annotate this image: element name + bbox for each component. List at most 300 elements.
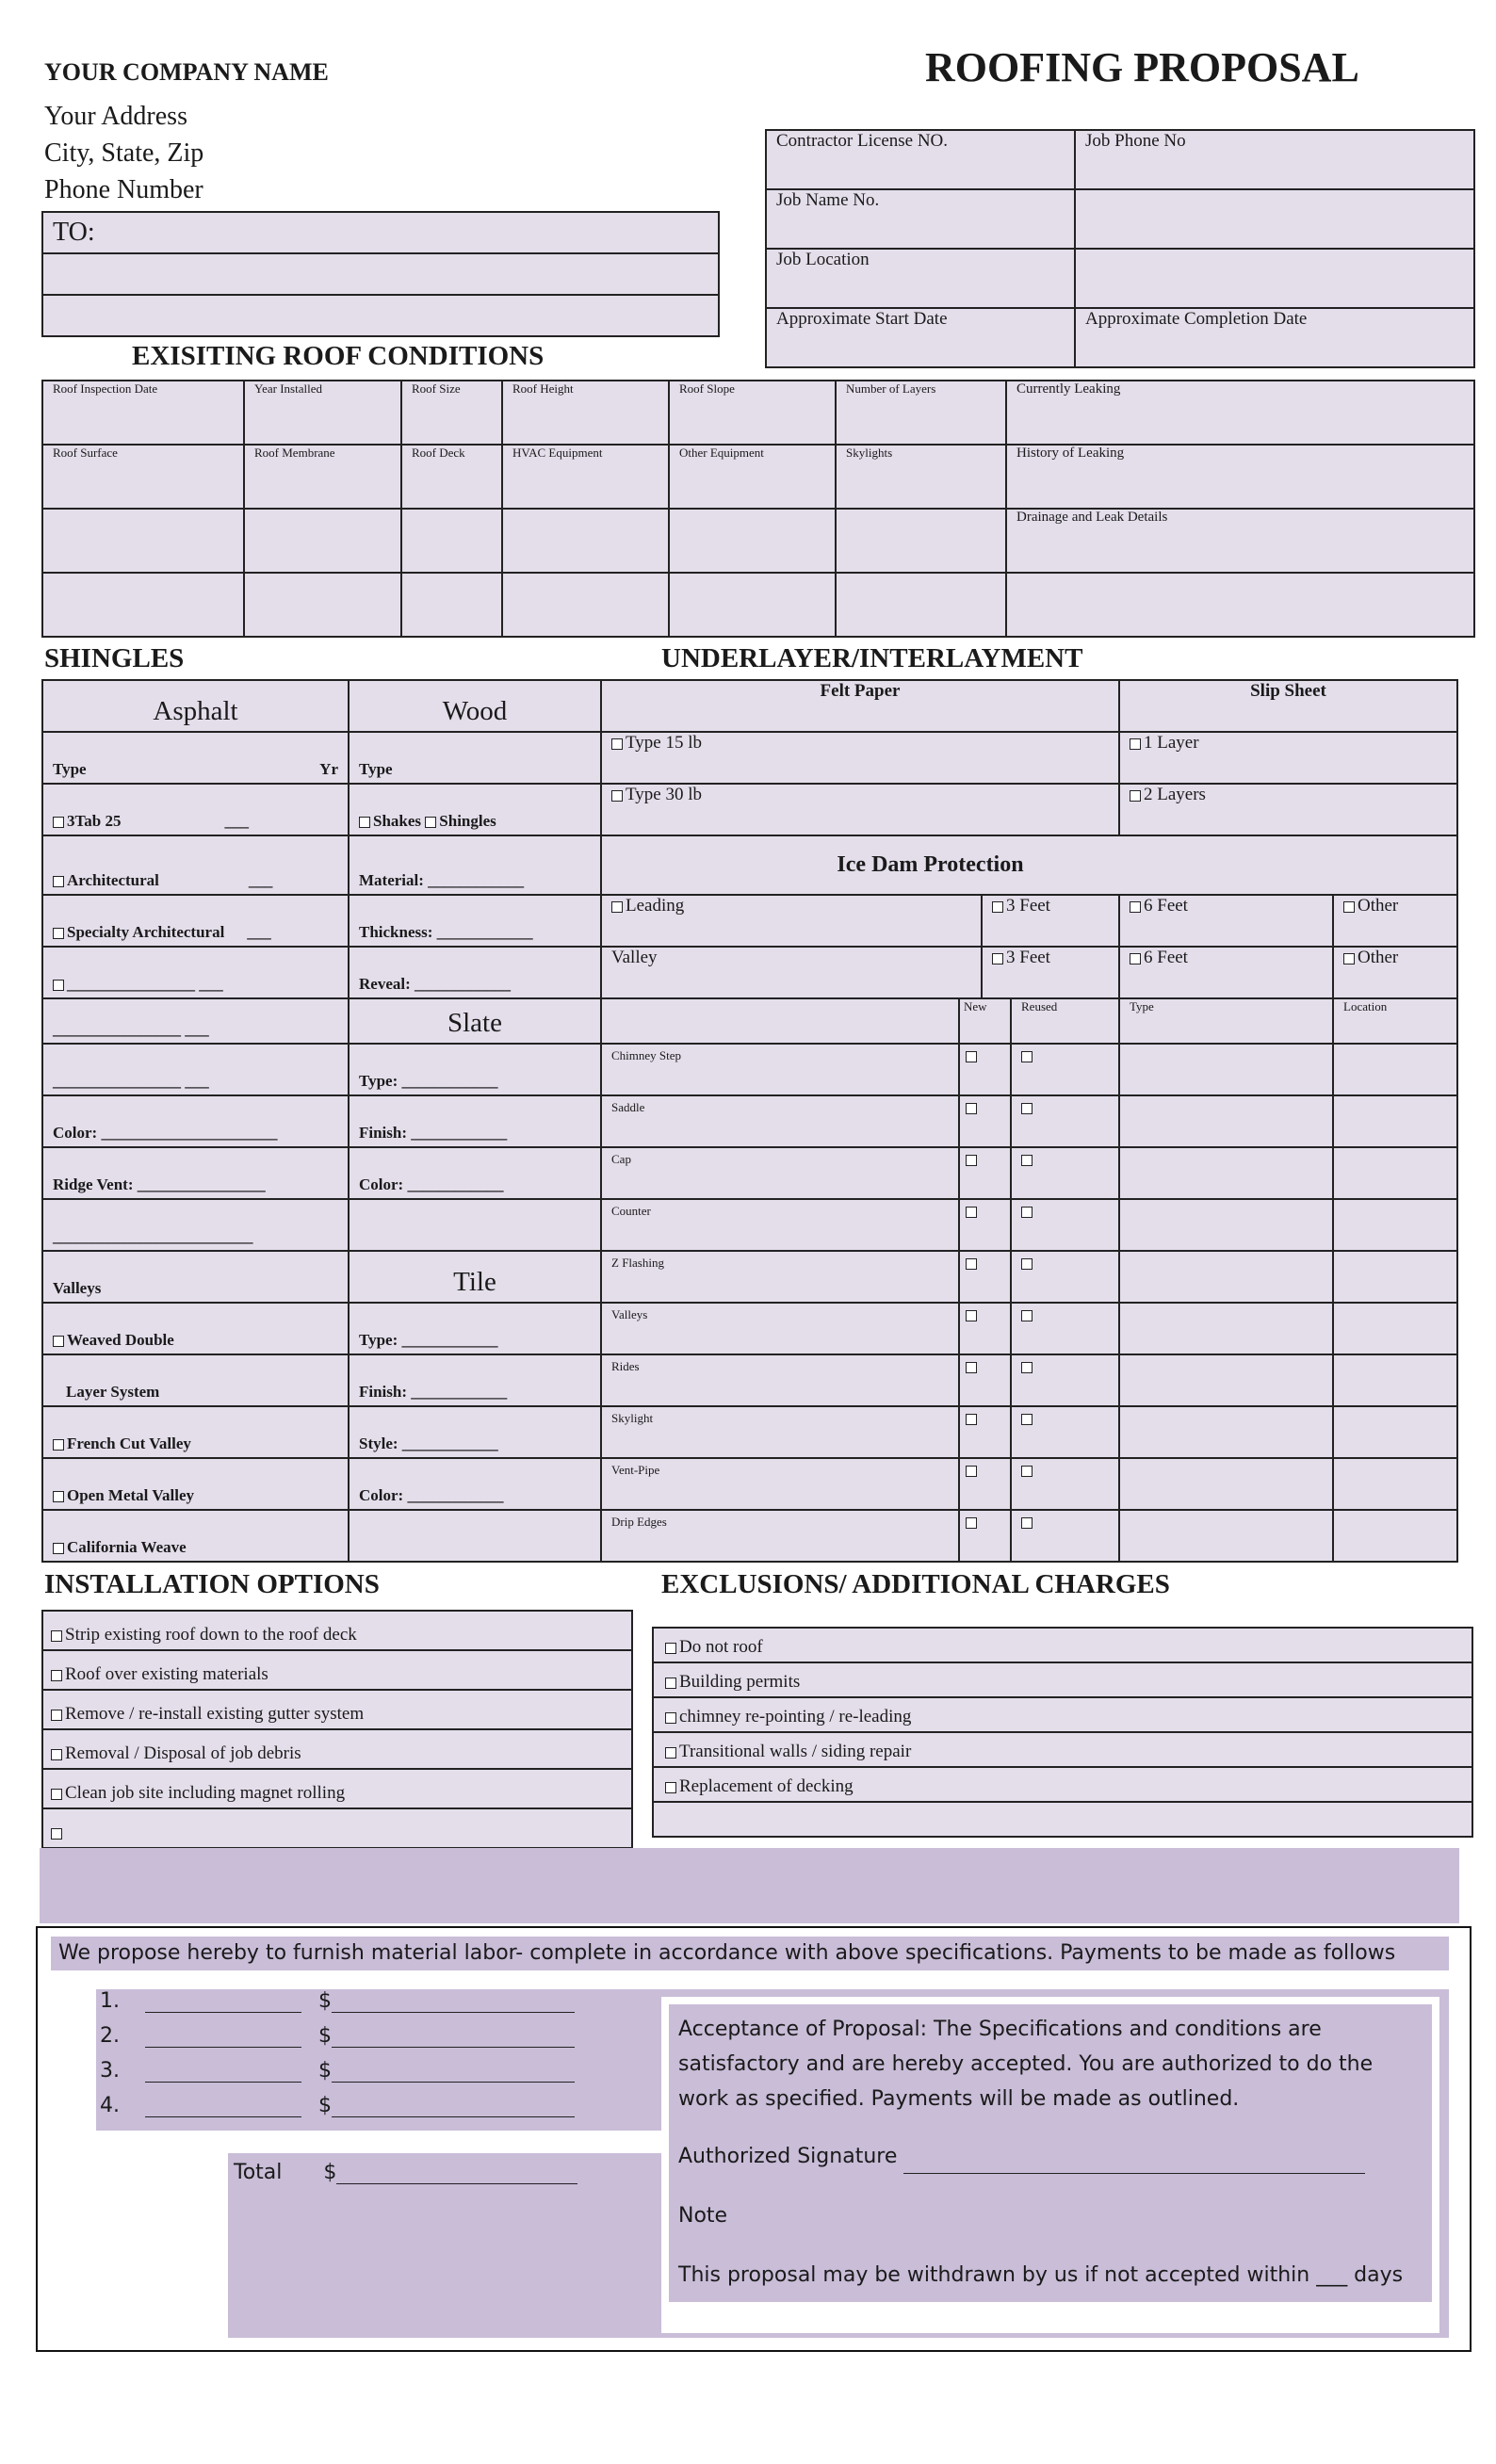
exclusion-row — [653, 1767, 1472, 1802]
reused-checkbox[interactable] — [1011, 1458, 1119, 1510]
checkbox-icon[interactable] — [1130, 790, 1141, 802]
exclusion-option[interactable] — [653, 1732, 1472, 1767]
new-checkbox[interactable] — [959, 1147, 1011, 1199]
checkbox-icon[interactable] — [966, 1155, 977, 1166]
french-cut-label: French Cut Valley — [67, 1435, 191, 1452]
flashing-type-cell[interactable] — [1119, 1044, 1333, 1095]
underlayment-title: UNDERLAYER/INTERLAYMENT — [661, 643, 1083, 673]
installation-row — [42, 1611, 632, 1650]
checkbox-icon[interactable] — [1021, 1258, 1033, 1270]
flashing-item: Rides — [601, 1354, 959, 1406]
reused-checkbox[interactable] — [1011, 1510, 1119, 1562]
flashing-row — [601, 1303, 1457, 1354]
new-checkbox[interactable] — [959, 1354, 1011, 1406]
checkbox-icon[interactable] — [53, 980, 64, 991]
flashing-row — [601, 1458, 1457, 1510]
tile-heading: Tile — [349, 1251, 601, 1303]
checkbox-icon[interactable] — [611, 901, 623, 913]
flashing-location-cell[interactable] — [1333, 1251, 1457, 1303]
custom-line: ________________ ___ — [67, 975, 223, 993]
total-label: Total — [234, 2161, 283, 2184]
new-checkbox[interactable] — [959, 1406, 1011, 1458]
roof-cell[interactable] — [42, 573, 244, 637]
checkbox-icon[interactable] — [966, 1362, 977, 1373]
flashing-item: Vent-Pipe — [601, 1458, 959, 1510]
checkbox-icon[interactable] — [1021, 1414, 1033, 1425]
job-location-value[interactable] — [1075, 249, 1474, 308]
checkbox-icon[interactable] — [1343, 953, 1355, 965]
checkbox-icon[interactable] — [1021, 1103, 1033, 1114]
flashing-item: Saddle — [601, 1095, 959, 1147]
wood-shakes-shingles[interactable] — [349, 784, 601, 835]
flashing-type-cell[interactable] — [1119, 1199, 1333, 1251]
checkbox-icon[interactable] — [1021, 1207, 1033, 1218]
california-weave-label: California Weave — [67, 1538, 187, 1556]
installation-label: Remove / re-install existing gutter system — [65, 1704, 365, 1724]
shingles-table — [41, 679, 602, 1563]
open-metal-label: Open Metal Valley — [67, 1486, 195, 1504]
three-feet-label: 3 Feet — [1006, 948, 1050, 967]
wood-thickness[interactable]: Thickness: ____________ — [349, 895, 601, 947]
page-title: ROOFING PROPOSAL — [925, 44, 1359, 90]
flashing-type-cell[interactable] — [1119, 1354, 1333, 1406]
checkbox-icon[interactable] — [51, 1749, 62, 1760]
roof-height[interactable]: Roof Height — [502, 381, 669, 445]
flashing-type-cell[interactable] — [1119, 1251, 1333, 1303]
installation-label: Clean job site including magnet rolling — [65, 1783, 346, 1803]
checkbox-icon[interactable] — [966, 1051, 977, 1062]
exclusion-option[interactable] — [653, 1662, 1472, 1697]
year-installed[interactable]: Year Installed — [244, 381, 401, 445]
checkbox-icon[interactable] — [1343, 901, 1355, 913]
tile-blank[interactable] — [349, 1510, 601, 1562]
roof-cell[interactable] — [502, 509, 669, 573]
checkbox-icon[interactable] — [665, 1747, 676, 1759]
shingles-label: Shingles — [439, 812, 496, 830]
new-checkbox[interactable] — [959, 1303, 1011, 1354]
total-row — [234, 2161, 577, 2184]
new-header: New — [959, 998, 1011, 1044]
checkbox-icon[interactable] — [51, 1789, 62, 1800]
other-equipment[interactable]: Other Equipment — [669, 445, 836, 509]
flashing-location-cell[interactable] — [1333, 1095, 1457, 1147]
six-feet-label: 6 Feet — [1144, 948, 1188, 967]
payment-row — [96, 2094, 661, 2129]
flashing-type-cell[interactable] — [1119, 1458, 1333, 1510]
installation-row — [42, 1650, 632, 1690]
license-field[interactable]: Contractor License NO. — [766, 130, 1075, 189]
payment-number: 4. — [100, 2094, 120, 2117]
withdraw-text: This proposal may be withdrawn by us if not accepted within ___ days — [678, 2263, 1404, 2287]
reused-checkbox[interactable] — [1011, 1251, 1119, 1303]
skylights[interactable]: Skylights — [836, 445, 1006, 509]
checkbox-icon[interactable] — [51, 1630, 62, 1642]
checkbox-icon[interactable] — [611, 738, 623, 750]
new-checkbox[interactable] — [959, 1095, 1011, 1147]
checkbox-icon[interactable] — [966, 1310, 977, 1321]
flashing-location-cell[interactable] — [1333, 1147, 1457, 1199]
payment-number: 2. — [100, 2024, 120, 2048]
reused-checkbox[interactable] — [1011, 1199, 1119, 1251]
specialty-blank: ___ — [247, 923, 271, 941]
signature-row — [678, 2139, 1423, 2174]
installation-title: INSTALLATION OPTIONS — [44, 1569, 380, 1599]
leading-label: Leading — [626, 896, 685, 916]
reused-checkbox[interactable] — [1011, 1303, 1119, 1354]
flashing-item: Counter — [601, 1199, 959, 1251]
roof-conditions-title: EXISITING ROOF CONDITIONS — [132, 341, 545, 371]
checkbox-icon[interactable] — [611, 790, 623, 802]
roof-cell[interactable] — [42, 509, 244, 573]
exclusion-option[interactable] — [653, 1697, 1472, 1732]
slip-sheet-heading: Slip Sheet — [1119, 680, 1457, 732]
tile-color[interactable]: Color: ____________ — [349, 1458, 601, 1510]
roof-inspection-date[interactable]: Roof Inspection Date — [42, 381, 244, 445]
new-checkbox[interactable] — [959, 1251, 1011, 1303]
drainage-leak-details[interactable]: Drainage and Leak Details — [1006, 509, 1474, 573]
dollar-sign: $ — [318, 2059, 332, 2083]
valleys-label: Valleys — [42, 1251, 349, 1303]
asphalt-type-row — [42, 732, 349, 784]
flashing-row — [601, 1354, 1457, 1406]
exclusion-option[interactable] — [653, 1767, 1472, 1802]
acceptance-text: Acceptance of Proposal: The Specifications and conditions are satisfactory and are hereby accepted. You are authorized to do the work as specified. Payments will be made as outlined. — [678, 2018, 1374, 2111]
roof-cell[interactable] — [669, 573, 836, 637]
installation-row — [42, 1808, 632, 1848]
payment-amount[interactable] — [332, 2028, 575, 2048]
reused-header: Reused — [1011, 998, 1119, 1044]
start-date-field[interactable]: Approximate Start Date — [766, 308, 1075, 367]
specialty-architectural-option[interactable] — [42, 895, 349, 947]
checkbox-icon[interactable] — [966, 1466, 977, 1477]
exclusion-row — [653, 1662, 1472, 1697]
checkbox-icon[interactable] — [992, 901, 1003, 913]
flashing-location-cell[interactable] — [1333, 1199, 1457, 1251]
flashing-item: Z Flashing — [601, 1251, 959, 1303]
payment-number: 1. — [100, 1989, 120, 2013]
roof-cell[interactable] — [401, 509, 502, 573]
checkbox-icon[interactable] — [51, 1710, 62, 1721]
roof-cell[interactable] — [244, 509, 401, 573]
job-phone-field[interactable]: Job Phone No — [1075, 130, 1474, 189]
felt-paper-heading: Felt Paper — [601, 680, 1119, 732]
asphalt-blank-line[interactable]: _________________________ — [42, 1199, 349, 1251]
flashing-location-cell[interactable] — [1333, 1406, 1457, 1458]
checkbox-icon[interactable] — [966, 1207, 977, 1218]
roof-conditions-table — [41, 380, 1475, 638]
installation-option[interactable] — [42, 1650, 632, 1690]
tab25-blank: ___ — [224, 812, 249, 830]
acceptance-box — [669, 2004, 1432, 2302]
slate-blank[interactable] — [349, 1199, 601, 1251]
exclusion-label: Replacement of decking — [679, 1776, 854, 1796]
exclusion-row — [653, 1697, 1472, 1732]
california-weave-option[interactable] — [42, 1510, 349, 1562]
job-name-value[interactable] — [1075, 189, 1474, 249]
flashing-row — [601, 1251, 1457, 1303]
company-phone: Phone Number — [44, 175, 203, 204]
roof-cell[interactable] — [244, 573, 401, 637]
company-city: City, State, Zip — [44, 138, 204, 168]
proposal-intro: We propose hereby to furnish material labor- complete in accordance with above specifications. Payments to be made as follows — [51, 1937, 1449, 1970]
open-metal-option[interactable] — [42, 1458, 349, 1510]
company-name: YOUR COMPANY NAME — [44, 58, 329, 86]
leading-other[interactable] — [1333, 895, 1457, 947]
flashing-item: Drip Edges — [601, 1510, 959, 1562]
payment-amount[interactable] — [332, 2098, 575, 2117]
payment-description[interactable] — [145, 1993, 301, 2013]
checkbox-icon[interactable] — [1021, 1155, 1033, 1166]
exclusion-row — [653, 1802, 1472, 1837]
checkbox-icon[interactable] — [53, 928, 64, 939]
roof-cell[interactable] — [669, 509, 836, 573]
flashing-table — [600, 997, 1458, 1563]
type15-label: Type 15 lb — [626, 733, 702, 753]
checkbox-icon[interactable] — [1021, 1517, 1033, 1529]
payment-description[interactable] — [145, 2098, 301, 2117]
new-checkbox[interactable] — [959, 1044, 1011, 1095]
payment-description[interactable] — [145, 2028, 301, 2048]
checkbox-icon[interactable] — [665, 1643, 676, 1654]
payments-list — [96, 1989, 661, 2129]
leading-6ft[interactable] — [1119, 895, 1333, 947]
tab25-label: 3Tab 25 — [67, 812, 122, 830]
valley-3ft[interactable] — [982, 947, 1119, 998]
checkbox-icon[interactable] — [1130, 738, 1141, 750]
checkbox-icon[interactable] — [51, 1828, 62, 1840]
installation-label: Strip existing roof down to the roof deck — [65, 1625, 357, 1645]
checkbox-icon[interactable] — [1130, 901, 1141, 913]
type15-option[interactable] — [601, 732, 1119, 784]
other-label: Other — [1358, 896, 1399, 916]
dollar-sign: $ — [318, 2094, 332, 2117]
asphalt-yr-label: Yr — [319, 760, 338, 778]
hvac-equipment[interactable]: HVAC Equipment — [502, 445, 669, 509]
underlayment-table — [600, 679, 1458, 896]
exclusion-label: chimney re-pointing / re-leading — [679, 1707, 912, 1726]
roof-cell[interactable] — [836, 573, 1006, 637]
flashing-type-cell[interactable] — [1119, 1147, 1333, 1199]
currently-leaking[interactable]: Currently Leaking — [1006, 381, 1474, 445]
shakes-label: Shakes — [373, 812, 422, 830]
job-location-field[interactable]: Job Location — [766, 249, 1075, 308]
installation-row — [42, 1769, 632, 1808]
payment-amount[interactable] — [332, 2063, 575, 2083]
valley-6ft[interactable] — [1119, 947, 1333, 998]
reused-checkbox[interactable] — [1011, 1147, 1119, 1199]
valley-other[interactable] — [1333, 947, 1457, 998]
dollar-sign: $ — [318, 1989, 332, 2013]
completion-date-field[interactable]: Approximate Completion Date — [1075, 308, 1474, 367]
wood-heading: Wood — [349, 680, 601, 732]
installation-option[interactable] — [42, 1729, 632, 1769]
architectural-label: Architectural — [67, 871, 159, 889]
flashing-row — [601, 1044, 1457, 1095]
job-name-field[interactable]: Job Name No. — [766, 189, 1075, 249]
flashing-location-cell[interactable] — [1333, 1303, 1457, 1354]
roof-cell[interactable] — [1006, 573, 1474, 637]
history-of-leaking[interactable]: History of Leaking — [1006, 445, 1474, 509]
other-label: Other — [1358, 948, 1399, 967]
payment-description[interactable] — [145, 2063, 301, 2083]
flashing-item: Skylight — [601, 1406, 959, 1458]
specialty-label: Specialty Architectural — [67, 923, 225, 941]
checkbox-icon[interactable] — [1021, 1466, 1033, 1477]
flashing-type-cell[interactable] — [1119, 1406, 1333, 1458]
layer2-label: 2 Layers — [1144, 785, 1206, 804]
tile-type[interactable]: Type: ____________ — [349, 1303, 601, 1354]
flashing-type-cell[interactable] — [1119, 1510, 1333, 1562]
to-label[interactable]: TO: — [42, 212, 719, 253]
valley-label: Valley — [601, 947, 982, 998]
exclusion-row — [653, 1628, 1472, 1662]
flashing-location-cell[interactable] — [1333, 1354, 1457, 1406]
architectural-option[interactable] — [42, 835, 349, 895]
exclusion-row — [653, 1732, 1472, 1767]
payment-row — [96, 1989, 661, 2024]
reused-checkbox[interactable] — [1011, 1095, 1119, 1147]
asphalt-type-label: Type — [53, 760, 87, 778]
flashing-row — [601, 1199, 1457, 1251]
checkbox-icon[interactable] — [1021, 1051, 1033, 1062]
weaved-double-label: Weaved Double — [67, 1331, 174, 1349]
flashing-location-cell[interactable] — [1333, 1458, 1457, 1510]
roof-surface[interactable]: Roof Surface — [42, 445, 244, 509]
layer-system-label: Layer System — [42, 1354, 349, 1406]
checkbox-icon[interactable] — [53, 876, 64, 887]
checkbox-icon[interactable] — [53, 817, 64, 828]
flashing-header-blank — [601, 998, 959, 1044]
checkbox-icon[interactable] — [53, 1336, 64, 1347]
exclusion-label: Building permits — [679, 1672, 801, 1692]
checkbox-icon[interactable] — [966, 1103, 977, 1114]
payment-number: 3. — [100, 2059, 120, 2083]
to-line-3[interactable] — [42, 295, 719, 336]
flashing-item: Chimney Step — [601, 1044, 959, 1095]
checkbox-icon[interactable] — [1021, 1362, 1033, 1373]
roof-membrane[interactable]: Roof Membrane — [244, 445, 401, 509]
new-checkbox[interactable] — [959, 1510, 1011, 1562]
job-info-table — [765, 129, 1475, 368]
installation-option[interactable] — [42, 1611, 632, 1650]
roof-cell[interactable] — [502, 573, 669, 637]
ice-dam-table — [600, 894, 1458, 999]
asphalt-blank-line[interactable]: ________________ ___ — [42, 1044, 349, 1095]
asphalt-custom-option[interactable] — [42, 947, 349, 998]
ridge-vent[interactable]: Ridge Vent: ________________ — [42, 1147, 349, 1199]
exclusions-table — [652, 1627, 1473, 1838]
roof-cell[interactable] — [401, 573, 502, 637]
layer2-option[interactable] — [1119, 784, 1457, 835]
slate-type[interactable]: Type: ____________ — [349, 1044, 601, 1095]
flashing-type-cell[interactable] — [1119, 1095, 1333, 1147]
payment-row — [96, 2059, 661, 2094]
slate-finish[interactable]: Finish: ____________ — [349, 1095, 601, 1147]
checkbox-icon[interactable] — [425, 817, 436, 828]
type30-label: Type 30 lb — [626, 785, 702, 804]
installation-option[interactable] — [42, 1808, 632, 1848]
roof-cell[interactable] — [836, 509, 1006, 573]
signature-input[interactable] — [903, 2154, 1365, 2174]
installation-label: Removal / Disposal of job debris — [65, 1743, 301, 1763]
checkbox-icon[interactable] — [966, 1258, 977, 1270]
number-of-layers[interactable]: Number of Layers — [836, 381, 1006, 445]
flashing-row — [601, 1406, 1457, 1458]
installation-option[interactable] — [42, 1769, 632, 1808]
total-input[interactable] — [336, 2164, 577, 2184]
checkbox-icon[interactable] — [359, 817, 370, 828]
asphalt-blank-line[interactable]: ________________ ___ — [42, 998, 349, 1044]
leading-3ft[interactable] — [982, 895, 1119, 947]
weaved-double-option[interactable] — [42, 1303, 349, 1354]
shingles-title: SHINGLES — [44, 643, 185, 673]
asphalt-color[interactable]: Color: ______________________ — [42, 1095, 349, 1147]
checkbox-icon[interactable] — [966, 1517, 977, 1529]
roof-deck[interactable]: Roof Deck — [401, 445, 502, 509]
slate-heading: Slate — [349, 998, 601, 1044]
to-line-2[interactable] — [42, 253, 719, 295]
flashing-location-cell[interactable] — [1333, 1510, 1457, 1562]
payment-row — [96, 2024, 661, 2059]
location-header: Location — [1333, 998, 1457, 1044]
reused-checkbox[interactable] — [1011, 1354, 1119, 1406]
checkbox-icon[interactable] — [665, 1678, 676, 1689]
dollar-sign: $ — [323, 2161, 337, 2184]
exclusion-blank[interactable] — [653, 1802, 1472, 1837]
tab25-option[interactable] — [42, 784, 349, 835]
checkbox-icon[interactable] — [51, 1670, 62, 1681]
reused-checkbox[interactable] — [1011, 1406, 1119, 1458]
roof-size[interactable]: Roof Size — [401, 381, 502, 445]
checkbox-icon[interactable] — [1021, 1310, 1033, 1321]
checkbox-icon[interactable] — [53, 1491, 64, 1502]
wood-type-label: Type — [349, 732, 601, 784]
reused-checkbox[interactable] — [1011, 1044, 1119, 1095]
checkbox-icon[interactable] — [53, 1543, 64, 1554]
flashing-row — [601, 1095, 1457, 1147]
new-checkbox[interactable] — [959, 1458, 1011, 1510]
roof-slope[interactable]: Roof Slope — [669, 381, 836, 445]
new-checkbox[interactable] — [959, 1199, 1011, 1251]
layer1-option[interactable] — [1119, 732, 1457, 784]
flashing-type-cell[interactable] — [1119, 1303, 1333, 1354]
shaded-band — [40, 1848, 1459, 1923]
installation-option[interactable] — [42, 1690, 632, 1729]
flashing-type-header: Type — [1119, 998, 1333, 1044]
french-cut-option[interactable] — [42, 1406, 349, 1458]
ice-dam-heading: Ice Dam Protection — [601, 835, 1457, 895]
checkbox-icon[interactable] — [966, 1414, 977, 1425]
checkbox-icon[interactable] — [53, 1439, 64, 1451]
tile-style[interactable]: Style: ____________ — [349, 1406, 601, 1458]
checkbox-icon[interactable] — [1130, 953, 1141, 965]
checkbox-icon[interactable] — [665, 1712, 676, 1724]
flashing-location-cell[interactable] — [1333, 1044, 1457, 1095]
exclusion-option[interactable] — [653, 1628, 1472, 1662]
tile-finish[interactable]: Finish: ____________ — [349, 1354, 601, 1406]
wood-reveal[interactable]: Reveal: ____________ — [349, 947, 601, 998]
checkbox-icon[interactable] — [665, 1782, 676, 1793]
slate-color[interactable]: Color: ____________ — [349, 1147, 601, 1199]
wood-material[interactable]: Material: ____________ — [349, 835, 601, 895]
type30-option[interactable] — [601, 784, 1119, 835]
flashing-item: Valleys — [601, 1303, 959, 1354]
checkbox-icon[interactable] — [992, 953, 1003, 965]
leading-option[interactable] — [601, 895, 982, 947]
dollar-sign: $ — [318, 2024, 332, 2048]
asphalt-heading: Asphalt — [42, 680, 349, 732]
payment-amount[interactable] — [332, 1993, 575, 2013]
